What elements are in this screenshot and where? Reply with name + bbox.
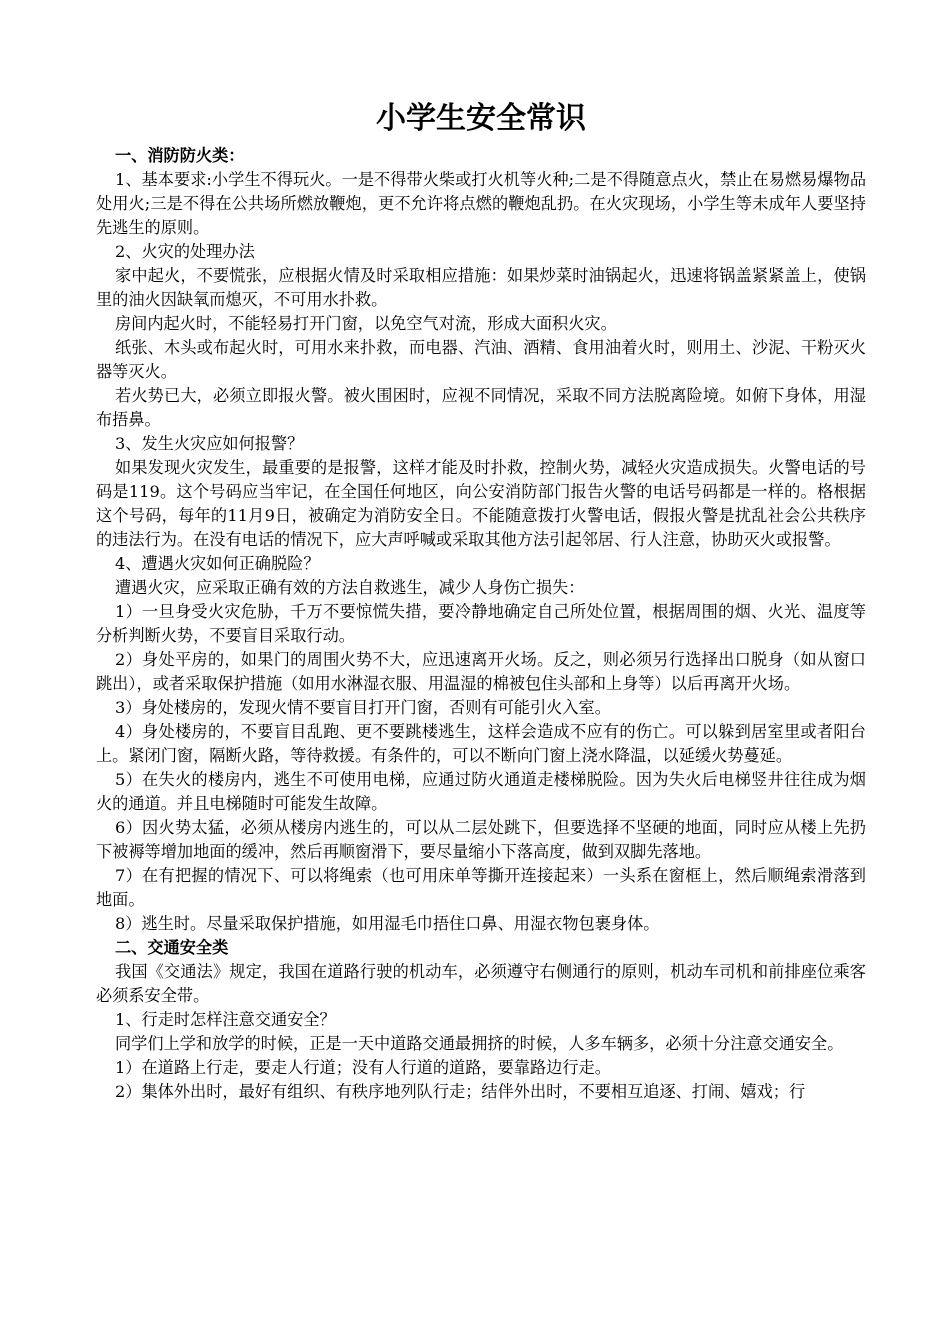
paragraph: 纸张、木头或布起火时，可用水来扑救，而电器、汽油、酒精、食用油着火时，则用土、沙泥、干粉灭火器等灭火。 <box>96 338 866 381</box>
paragraph: 3）身处楼房的，发现火情不要盲目打开门窗，否则有可能引火入室。 <box>115 698 611 717</box>
paragraph: 2）集体外出时，最好有组织、有秩序地列队行走；结伴外出时，不要相互追逐、打闹、嬉戏；行 <box>115 1082 806 1101</box>
paragraph: 6）因火势太猛，必须从楼房内逃生的，可以从二层处跳下，但要选择不坚硬的地面，同时应从楼上先扔下被褥等增加地面的缓冲，然后再顺窗滑下，要尽量缩小下落高度，做到双脚先落地。 <box>96 818 866 861</box>
paragraph: 如果发现火灾发生，最重要的是报警，这样才能及时扑救，控制火势，减轻火灾造成损失。火警电话的号码是119。这个号码应当牢记，在全国任何地区，向公安消防部门报告火警的电话号码都是一样的。格根据这个号码，每年的11月9日，被确定为消防安全日。不能随意拨打火警电话，假报火警是扰乱社会公共秩序的违法行为。在没有电话的情况下，应大声呼喊或采取其他方法引起邻居、行人注意，协助灭火或报警。 <box>96 458 866 549</box>
paragraph: 同学们上学和放学的时候，正是一天中道路交通最拥挤的时候，人多车辆多，必须十分注意交通安全。 <box>115 1034 844 1053</box>
paragraph: 1）一旦身受火灾危胁，千万不要惊慌失措，要冷静地确定自己所处位置，根据周围的烟、火光、温度等分析判断火势，不要盲目采取行动。 <box>96 602 866 645</box>
paragraph: 7）在有把握的情况下、可以将绳索（也可用床单等撕开连接起来）一头系在窗框上，然后顺绳索滑落到地面。 <box>96 866 866 909</box>
paragraph: 5）在失火的楼房内，逃生不可使用电梯，应通过防火通道走楼梯脱险。因为失火后电梯竖井往往成为烟火的通道。并且电梯随时可能发生故障。 <box>96 770 866 813</box>
paragraph: 1、基本要求:小学生不得玩火。一是不得带火柴或打火机等火种;二是不得随意点火，禁止在易燃易爆物品处用火;三是不得在公共场所燃放鞭炮，更不允许将点燃的鞭炮乱扔。在火灾现场，小学生等未成年人要坚持先逃生的原则。 <box>96 170 867 237</box>
paragraph: 1）在道路上行走，要走人行道；没有人行道的道路，要靠路边行走。 <box>115 1058 611 1077</box>
document-title: 小学生安全常识 <box>376 101 586 136</box>
paragraph: 8）逃生时。尽量采取保护措施，如用湿毛巾捂住口鼻、用湿衣物包裹身体。 <box>115 914 660 933</box>
paragraph: 家中起火，不要慌张，应根据火情及时采取相应措施：如果炒菜时油锅起火，迅速将锅盖紧紧盖上，使锅里的油火因缺氧而熄灭，不可用水扑救。 <box>96 266 866 309</box>
paragraph: 3、发生火灾应如何报警？ <box>115 434 304 453</box>
section-heading: 一、消防防火类： <box>115 146 245 165</box>
paragraph: 房间内起火时，不能轻易打开门窗，以免空气对流，形成大面积火灾。 <box>115 314 617 333</box>
paragraph: 若火势已大，必须立即报火警。被火围困时，应视不同情况，采取不同方法脱离险境。如俯下身体，用湿布捂鼻。 <box>96 386 866 429</box>
paragraph: 我国《交通法》规定，我国在道路行驶的机动车，必须遵守右侧通行的原则，机动车司机和前排座位乘客必须系安全带。 <box>96 962 866 1005</box>
paragraph: 遭遇火灾，应采取正确有效的方法自救逃生，减少人身伤亡损失： <box>115 578 585 597</box>
paragraph: 1、行走时怎样注意交通安全？ <box>115 1010 336 1029</box>
paragraph: 2、火灾的处理办法 <box>115 242 255 261</box>
paragraph: 4、遭遇火灾如何正确脱险？ <box>115 554 320 573</box>
paragraph: 2）身处平房的，如果门的周围火势不大，应迅速离开火场。反之，则必须另行选择出口脱身（如从窗口跳出），或者采取保护措施（如用水淋湿衣服、用温湿的棉被包住头部和上身等）以后再离开火场。 <box>96 650 866 693</box>
document-body <box>96 144 866 1104</box>
paragraph: 4）身处楼房的，不要盲目乱跑、更不要跳楼逃生，这样会造成不应有的伤亡。可以躲到居室里或者阳台上。紧闭门窗，隔断火路，等待救援。有条件的，可以不断向门窗上浇水降温，以延缓火势蔓延。 <box>96 722 866 765</box>
section-heading: 二、交通安全类 <box>115 938 229 957</box>
